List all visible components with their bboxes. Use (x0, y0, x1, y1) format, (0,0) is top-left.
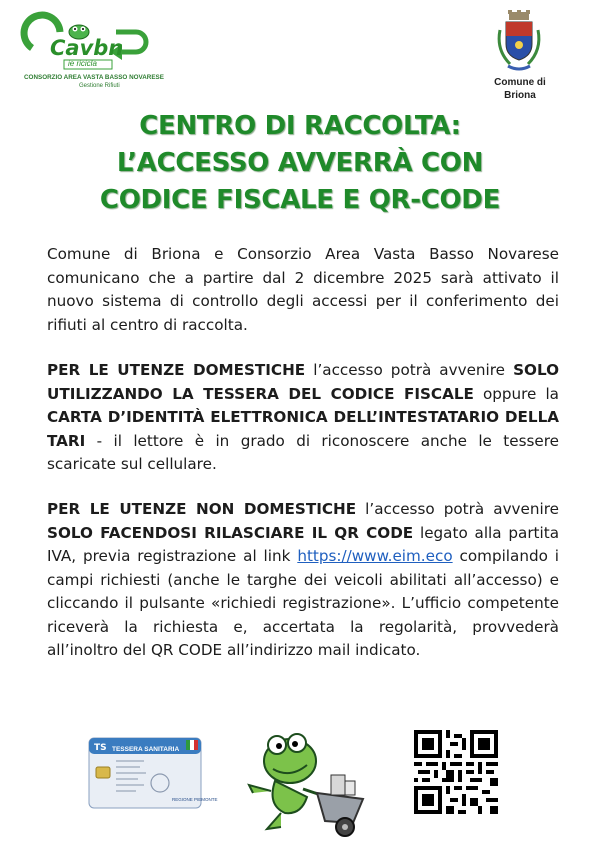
page-title (40, 108, 560, 219)
comune-label-line1: Comune di (494, 77, 546, 88)
domestic-users-heading: PER LE UTENZE DOMESTICHE (47, 361, 306, 379)
domestic-text-1: l’accesso potrà avvenire (305, 361, 514, 379)
title-line-1: CENTRO DI RACCOLTA: (139, 111, 461, 141)
intro-paragraph: Comune di Briona e Consorzio Area Vasta Basso Novarese comunicano che a partire dal 2 dicembre 2025 sarà attivato il nuovo sistema di controllo degli accessi per il conferimento dei rifiuti al centro di raccolta. (47, 245, 559, 334)
qr-code-image (414, 730, 498, 814)
consortium-subtitle: Gestione Rifiuti (79, 83, 120, 89)
logo-wordmark: Cavbn (50, 36, 124, 60)
domestic-text-2: oppure la (473, 384, 559, 403)
non-domestic-users-paragraph (47, 498, 559, 663)
comune-label (480, 76, 560, 102)
consortium-name: CONSORZIO AREA VASTA BASSO NOVARESE (24, 74, 164, 81)
consortium-logo (24, 22, 174, 100)
card-header-text: TESSERA SANITARIA (112, 746, 180, 753)
domestic-users-paragraph (47, 359, 559, 477)
health-card-image (88, 737, 218, 809)
municipal-crest (494, 10, 544, 76)
title-line-2: L’ACCESSO AVVERRÀ CON (116, 148, 484, 178)
health-card-icon (88, 737, 218, 809)
coat-of-arms-icon (494, 10, 544, 76)
non-domestic-text-1: l’accesso potrà avvenire (356, 500, 559, 518)
comune-label-line2: Briona (504, 90, 536, 101)
non-domestic-users-heading: PER LE UTENZE NON DOMESTICHE (47, 500, 357, 518)
non-domestic-emphasis: SOLO FACENDOSI RILASCIARE IL QR CODE (47, 523, 414, 542)
qr-code-icon (414, 730, 498, 814)
frog-mascot-image (245, 723, 370, 839)
logo-tagline: ie ricicla (68, 59, 97, 68)
frog-mascot-icon (245, 723, 370, 839)
svg-text:TS: TS (94, 743, 107, 753)
non-domestic-text-2: legato alla partita IVA, previa registrazione al link (47, 523, 559, 565)
domestic-text-3: - il lettore è in grado di riconoscere anche le tessere scaricate sul cellulare. (47, 431, 559, 473)
card-region-text: REGIONE PIEMONTE (172, 797, 218, 802)
registration-link[interactable]: https://www.eim.eco (297, 547, 453, 565)
domestic-emphasis-2: CARTA D’IDENTITÀ ELETTRONICA DELL’INTESTATARIO DELLA TARI (47, 408, 559, 450)
domestic-emphasis-1: SOLO UTILIZZANDO LA TESSERA DEL CODICE FISCALE (47, 361, 559, 403)
title-line-3: CODICE FISCALE E QR-CODE (99, 185, 501, 215)
non-domestic-text-3: compilando i campi richiesti (anche le targhe dei veicoli abilitati all’accesso) e cliccando il pulsante «richiedi registrazione». L’ufficio competente riceverà la richiesta e, accertata la regolarità, provvederà all’inoltro del QR CODE all’indirizzo mail indicato. (47, 547, 559, 659)
